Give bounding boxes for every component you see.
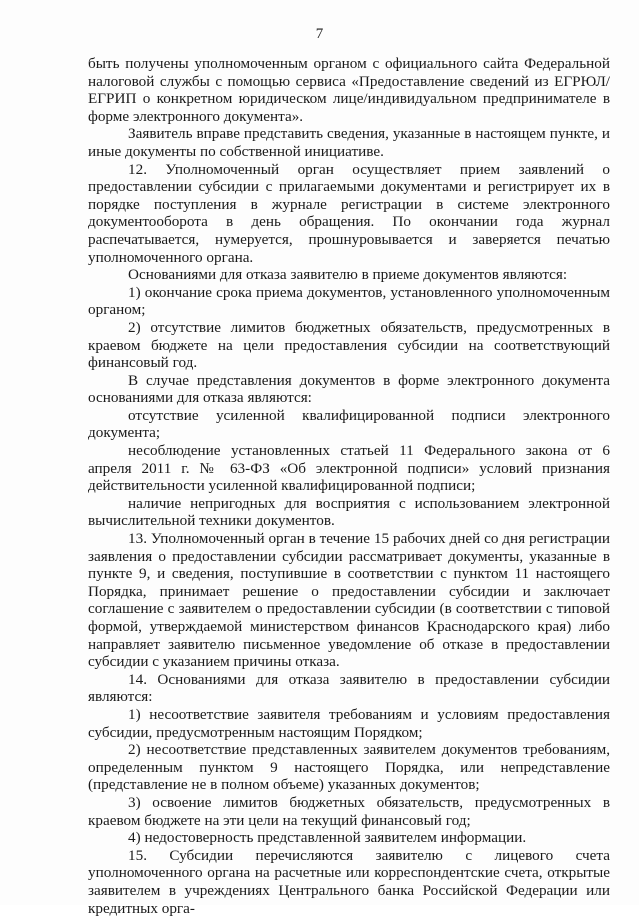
- paragraph: быть получены уполномоченным органом с официального сайта Федеральной налоговой службы с помощью сервиса «Предоставление сведений из ЕГРЮЛ/ЕГРИП о конкретном юридическом лице/индивидуальном предпринимателе в форме электронного документа».: [88, 55, 610, 125]
- paragraph: 1) окончание срока приема документов, установленного уполномоченным органом;: [88, 283, 610, 319]
- paragraph: В случае представления документов в форме электронного документа основаниями для отказа являются:: [88, 371, 610, 407]
- paragraph: 15. Субсидии перечисляются заявителю с лицевого счета уполномоченного органа на расчетные или корреспондентские счета, открытые заявителем в учреждениях Центрального банка Российской Федерации или кредитных орга-: [88, 846, 610, 917]
- paragraph: Основаниями для отказа заявителю в приеме документов являются:: [128, 266, 568, 284]
- paragraph: 14. Основаниями для отказа заявителю в предоставлении субсидии являются:: [88, 670, 610, 706]
- paragraph: 12. Уполномоченный орган осуществляет прием заявлений о предоставлении субсидии с прилагаемыми документами и регистрирует их в порядке поступления в журнале регистрации в системе электронного документооборота в день обращения. По окончании года журнал распечатывается, нумеруется, прошнуровывается и заверяется печатью уполномоченного органа.: [88, 160, 610, 266]
- paragraph: отсутствие усиленной квалифицированной подписи электронного документа;: [88, 406, 610, 442]
- paragraph: 3) освоение лимитов бюджетных обязательств, предусмотренных в краевом бюджете на эти цели на текущий финансовый год;: [88, 793, 610, 829]
- paragraph: 2) несоответствие представленных заявителем документов требованиям, определенным пунктом 9 настоящего Порядка, или непредставление (представление не в полном объеме) указанных документов;: [88, 741, 610, 794]
- paragraph: несоблюдение установленных статьей 11 Федерального закона от 6 апреля 2011 г. № 63-ФЗ «Об электронной подписи» условий признания действительности усиленной квалифицированной подписи;: [88, 442, 610, 495]
- document-body: [88, 55, 610, 917]
- paragraph: 2) отсутствие лимитов бюджетных обязательств, предусмотренных в краевом бюджете на цели предоставления субсидии на соответствующий финансовый год.: [88, 318, 610, 372]
- paragraph: 4) недостоверность представленной заявителем информации.: [128, 829, 527, 847]
- paragraph: наличие непригодных для восприятия с использованием электронной вычислительной техники документов.: [88, 494, 610, 530]
- paragraph: Заявитель вправе представить сведения, указанные в настоящем пункте, и иные документы по собственной инициативе.: [88, 125, 610, 160]
- page-number: 7: [315, 26, 324, 42]
- paragraph: 1) несоответствие заявителя требованиям и условиям предоставления субсидии, предусмотренным настоящим Порядком;: [88, 705, 610, 741]
- paragraph: 13. Уполномоченный орган в течение 15 рабочих дней со дня регистрации заявления о предоставлении субсидии рассматривает документы, указанные в пункте 9, и сведения, поступившие в соответствии с пунктом 11 настоящего Порядка, принимает решение о предоставлении субсидии и заключает соглашение с заявителем о предоставлении субсидии (в соответствии с типовой формой, утверждаемой министерством финансов Краснодарского края) либо направляет заявителю письменное уведомление об отказе в предоставлении субсидии с указанием причины отказа.: [88, 530, 610, 671]
